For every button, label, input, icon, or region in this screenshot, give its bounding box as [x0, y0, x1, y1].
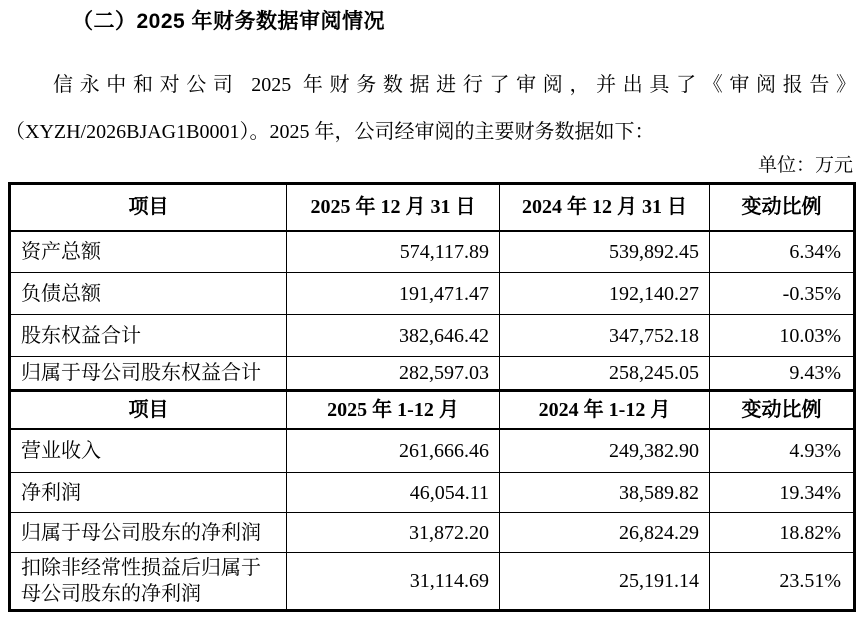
change-cell: 4.93% — [710, 429, 855, 473]
item-cell: 归属于母公司股东权益合计 — [10, 357, 287, 391]
header-period-2025: 2025 年 12 月 31 日 — [287, 184, 500, 231]
change-cell: -0.35% — [710, 273, 855, 315]
change-cell: 19.34% — [710, 473, 855, 513]
value-2025-cell: 191,471.47 — [287, 273, 500, 315]
value-2024-cell: 249,382.90 — [500, 429, 710, 473]
item-cell: 净利润 — [10, 473, 287, 513]
header-change-ratio: 变动比例 — [710, 391, 855, 429]
item-cell: 归属于母公司股东的净利润 — [10, 513, 287, 553]
table-row-net-profit — [10, 473, 855, 513]
change-cell: 10.03% — [710, 315, 855, 357]
value-2025-cell: 46,054.11 — [287, 473, 500, 513]
paragraph-line-1: 信永中和对公司 2025 年财务数据进行了审阅，并出具了《审阅报告》 — [53, 74, 856, 96]
item-cell: 负债总额 — [10, 273, 287, 315]
table-row-total-liabilities — [10, 273, 855, 315]
document-page — [0, 9, 861, 627]
value-2024-cell: 347,752.18 — [500, 315, 710, 357]
item-cell: 扣除非经常性损益后归属于母公司股东的净利润 — [10, 553, 287, 611]
paragraph-line-2: （XYZH/2026BJAG1B0001）。2025 年，公司经审阅的主要财务数据如下： — [5, 121, 655, 143]
change-cell: 9.43% — [710, 357, 855, 391]
value-2025-cell: 31,114.69 — [287, 553, 500, 611]
section-title: （二）2025 年财务数据审阅情况 — [72, 10, 386, 33]
change-cell: 18.82% — [710, 513, 855, 553]
header-change-ratio: 变动比例 — [710, 184, 855, 231]
table-row-total-assets — [10, 231, 855, 273]
header-item: 项目 — [10, 184, 287, 231]
table-row-parent-equity — [10, 357, 855, 391]
table-row-deducted-net-profit — [10, 553, 855, 611]
unit-label: 单位：万元 — [757, 155, 853, 176]
value-2025-cell: 382,646.42 — [287, 315, 500, 357]
header-period-2025: 2025 年 1-12 月 — [287, 391, 500, 429]
header-period-2024: 2024 年 12 月 31 日 — [500, 184, 710, 231]
financial-data-table — [8, 182, 856, 612]
change-cell: 6.34% — [710, 231, 855, 273]
item-cell: 营业收入 — [10, 429, 287, 473]
income-header-row — [10, 391, 855, 429]
table-row-parent-net-profit — [10, 513, 855, 553]
value-2024-cell: 539,892.45 — [500, 231, 710, 273]
value-2024-cell: 25,191.14 — [500, 553, 710, 611]
item-cell: 股东权益合计 — [10, 315, 287, 357]
balance-header-row — [10, 184, 855, 231]
value-2024-cell: 192,140.27 — [500, 273, 710, 315]
value-2024-cell: 258,245.05 — [500, 357, 710, 391]
change-cell: 23.51% — [710, 553, 855, 611]
table-row-revenue — [10, 429, 855, 473]
value-2025-cell: 31,872.20 — [287, 513, 500, 553]
value-2025-cell: 282,597.03 — [287, 357, 500, 391]
value-2025-cell: 261,666.46 — [287, 429, 500, 473]
value-2024-cell: 26,824.29 — [500, 513, 710, 553]
item-cell: 资产总额 — [10, 231, 287, 273]
value-2024-cell: 38,589.82 — [500, 473, 710, 513]
table-row-total-equity — [10, 315, 855, 357]
header-period-2024: 2024 年 1-12 月 — [500, 391, 710, 429]
value-2025-cell: 574,117.89 — [287, 231, 500, 273]
header-item: 项目 — [10, 391, 287, 429]
